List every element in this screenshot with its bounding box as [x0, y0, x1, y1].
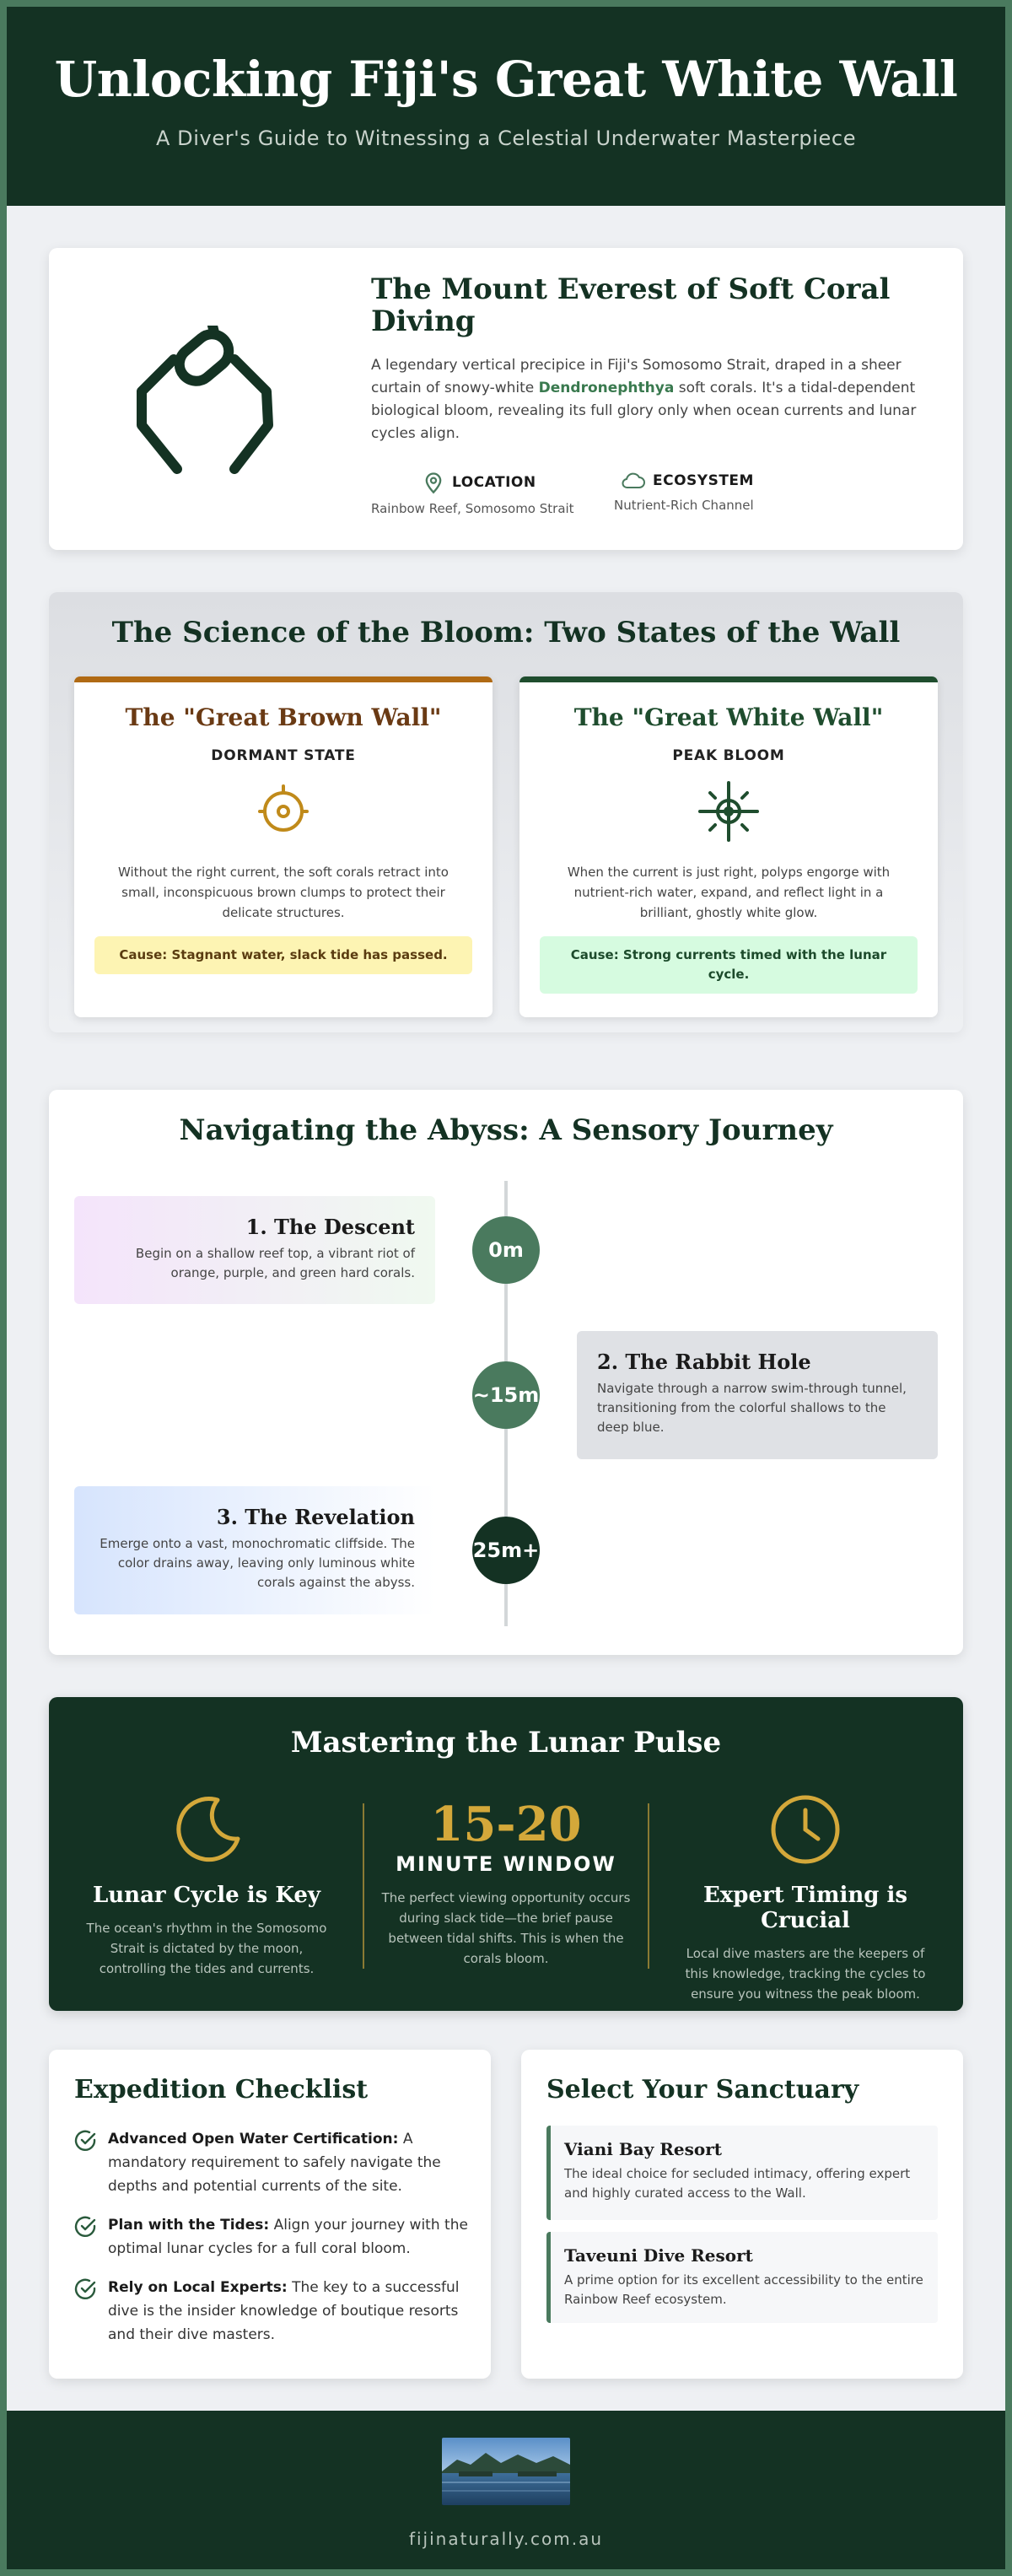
check-circle-icon: [74, 2129, 98, 2153]
brown-wall-card: [74, 676, 493, 1017]
intro-card: [49, 248, 963, 550]
page: [7, 7, 1005, 2569]
minute-window-text: The perfect viewing opportunity occurs during slack tide—the brief pause between tidal shifts. This is when the corals bloom.: [381, 1890, 631, 1966]
expert-timing-text: Local dive masters are the keepers of this knowledge, tracking the cycles to ensure you witness the peak bloom.: [685, 1946, 926, 2002]
lunar-cycle-text: The ocean's rhythm in the Somosomo Strait is dictated by the moon, controlling the tides and currents.: [86, 1921, 327, 1976]
hero-header: [7, 7, 1005, 206]
intro-description: A legendary vertical precipice in Fiji's Somosomo Strait, draped in a sheer curtain of snowy-white Dendronephthya soft corals. It's a tidal-dependent biological bloom, revealing its full glory only when ocean currents and lunar cycles align.: [371, 357, 917, 442]
step-text: Begin on a shallow reef top, a vibrant riot of orange, purple, and green hard corals.: [135, 1246, 415, 1280]
check-circle-icon: [74, 2215, 98, 2239]
page-subtitle: A Diver's Guide to Witnessing a Celestial Underwater Masterpiece: [155, 127, 857, 150]
location-fact: [371, 471, 599, 516]
resort-text: The ideal choice for secluded intimacy, offering expert and highly curated access to the Wall.: [564, 2166, 911, 2201]
resort-item: [546, 2232, 938, 2323]
journey-title: Navigating the Abyss: A Sensory Journey: [179, 1113, 833, 1147]
science-title: The Science of the Bloom: Two States of the Wall: [111, 616, 901, 649]
checklist-card: [49, 2050, 491, 2379]
minute-window-label: MINUTE WINDOW: [396, 1852, 616, 1876]
check-circle-icon: [74, 2277, 98, 2301]
coral-icon: [125, 326, 293, 482]
white-accent-bar: [519, 676, 938, 682]
white-wall-text: When the current is just right, polyps engorge with nutrient-rich water, expand, and reflect light in a brilliant, ghostly white glow.: [567, 865, 891, 920]
white-wall-cause: Cause: Strong currents timed with the lunar cycle.: [540, 936, 918, 994]
white-wall-card: [519, 676, 938, 1017]
resort-text: A prime option for its excellent accessibility to the entire Rainbow Reef ecosystem.: [564, 2272, 923, 2307]
expert-timing-column: [665, 1792, 946, 2004]
location-value: Rainbow Reef, Somosomo Strait: [371, 501, 574, 516]
white-wall-title: The "Great White Wall": [573, 703, 884, 731]
dormant-polyp-icon: [251, 779, 315, 843]
checklist-title: Expedition Checklist: [74, 2075, 369, 2104]
footer-url[interactable]: fijinaturally.com.au: [408, 2529, 604, 2549]
brown-wall-cause: Cause: Stagnant water, slack tide has passed.: [94, 936, 472, 974]
journey-step: [74, 1486, 435, 1614]
step-text: Navigate through a narrow swim-through tunnel, transitioning from the colorful shallows to the deep blue.: [597, 1381, 907, 1435]
location-label: LOCATION: [452, 474, 536, 491]
ecosystem-value: Nutrient-Rich Channel: [614, 498, 754, 513]
footer: [7, 2411, 1005, 2569]
step-title: 1. The Descent: [245, 1215, 415, 1239]
map-pin-icon: [422, 471, 445, 494]
step-title: 2. The Rabbit Hole: [597, 1350, 811, 1374]
lunar-title: Mastering the Lunar Pulse: [290, 1726, 722, 1760]
fiji-landscape-image: [442, 2438, 570, 2505]
journey-step: [577, 1331, 938, 1459]
ecosystem-fact: [614, 471, 833, 513]
checklist-item: Advanced Open Water Certification: A mandatory requirement to safely navigate the depths and potential currents of the site.: [74, 2127, 471, 2198]
lunar-section: [49, 1697, 963, 2011]
checklist: [74, 2127, 471, 2362]
depth-marker: 0m: [472, 1216, 540, 1284]
science-section: [49, 592, 963, 1032]
clock-icon: [767, 1792, 843, 1867]
journey-section: [49, 1090, 963, 1655]
ecosystem-label: ECOSYSTEM: [653, 472, 754, 489]
minute-window-column: [365, 1792, 647, 1969]
lunar-cycle-title: Lunar Cycle is Key: [92, 1883, 321, 1908]
depth-marker: ~15m: [472, 1361, 540, 1429]
resort-item: [546, 2126, 938, 2220]
minute-window-value: 15-20: [430, 1797, 582, 1852]
brown-wall-text: Without the right current, the soft corals retract into small, inconspicuous brown clumps to protect their delicate structures.: [118, 865, 449, 920]
moon-icon: [169, 1792, 245, 1867]
brown-accent-bar: [74, 676, 493, 682]
step-title: 3. The Revelation: [216, 1505, 415, 1529]
column-divider: [648, 1803, 649, 1969]
brown-wall-state: DORMANT STATE: [211, 747, 356, 764]
page-title: Unlocking Fiji's Great White Wall: [54, 51, 958, 108]
lunar-cycle-column: [66, 1792, 347, 1979]
column-divider: [363, 1803, 364, 1969]
bloom-polyp-icon: [697, 779, 761, 843]
step-text: Emerge onto a vast, monochromatic cliffside. The color drains away, leaving only luminous white corals against the abyss.: [100, 1536, 415, 1590]
brown-wall-title: The "Great Brown Wall": [125, 703, 442, 731]
journey-step: [74, 1196, 435, 1304]
intro-title: The Mount Everest of Soft Coral Diving: [371, 272, 891, 338]
checklist-item: Plan with the Tides: Align your journey with the optimal lunar cycles for a full coral bloom.: [74, 2213, 471, 2261]
checklist-item: Rely on Local Experts: The key to a successful dive is the insider knowledge of boutique resorts and their dive masters.: [74, 2276, 471, 2347]
white-wall-state: PEAK BLOOM: [672, 747, 785, 764]
cloud-icon: [621, 471, 646, 491]
sanctuary-card: [521, 2050, 963, 2379]
sanctuary-title: Select Your Sanctuary: [546, 2075, 859, 2104]
resort-name: Viani Bay Resort: [564, 2139, 722, 2159]
resort-name: Taveuni Dive Resort: [564, 2245, 753, 2266]
depth-marker: 25m+: [472, 1517, 540, 1584]
expert-timing-title: Expert Timing is Crucial: [702, 1883, 908, 1933]
